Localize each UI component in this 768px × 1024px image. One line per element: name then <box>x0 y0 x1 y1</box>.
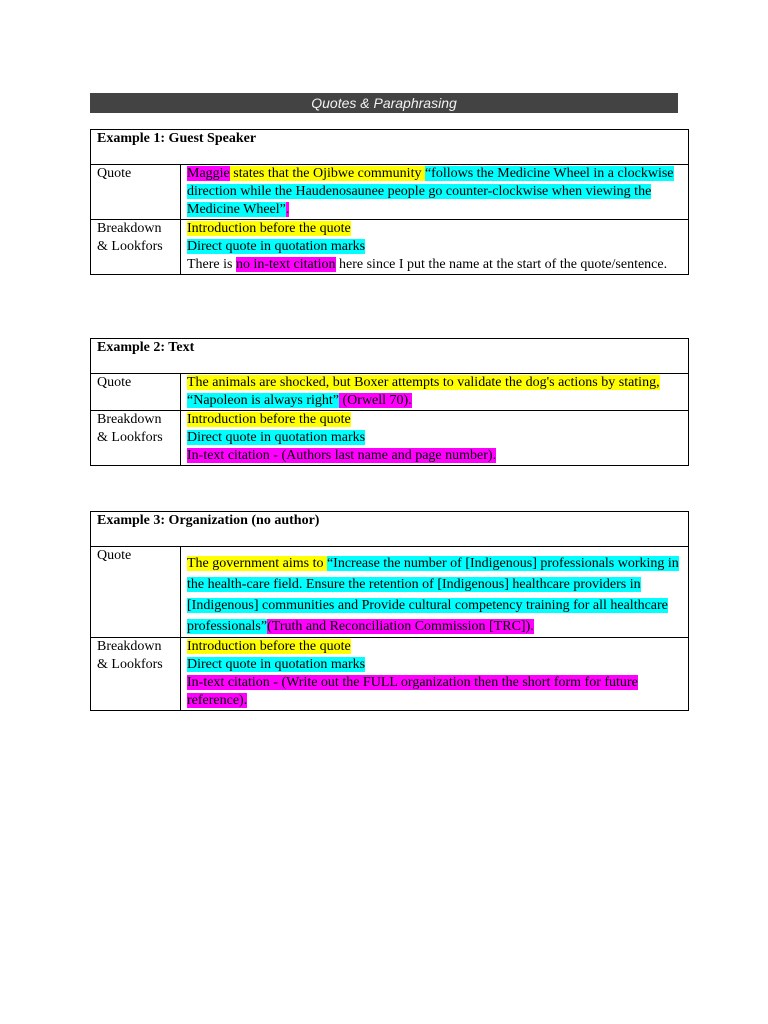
breakdown-direct-quote: Direct quote in quotation marks <box>187 239 366 254</box>
example-2-table <box>90 338 689 466</box>
quote-label: Quote <box>91 165 181 220</box>
quote-label: Quote <box>91 547 181 638</box>
example-title: Example 2: Text <box>91 339 689 374</box>
example-3-table <box>90 511 689 711</box>
citation-highlight: (Truth and Reconciliation Commission [TRC]). <box>267 619 534 634</box>
example-title: Example 1: Guest Speaker <box>91 130 689 165</box>
quote-content <box>181 165 689 220</box>
example-title: Example 3: Organization (no author) <box>91 512 689 547</box>
breakdown-note-start: There is <box>187 257 236 272</box>
breakdown-no-citation: no in-text citation <box>235 257 336 272</box>
speaker-name-highlight: Maggie <box>187 166 230 181</box>
quote-label: Quote <box>91 374 181 411</box>
example-1-table <box>90 129 689 275</box>
quote-highlight: “Napoleon is always right” <box>187 393 340 408</box>
breakdown-citation: In-text citation - (Write out the FULL organization then the short form for future reference). <box>187 675 638 708</box>
breakdown-label: Breakdown & Lookfors <box>91 411 181 466</box>
intro-highlight: The government aims to <box>187 556 327 571</box>
quote-highlight: “follows the Medicine Wheel in a clockwise direction while the Haudenosaunee people go counter-clockwise when viewing the Medicine Wheel” <box>187 166 674 217</box>
intro-highlight: states that the Ojibwe community <box>229 166 425 181</box>
citation-highlight: . <box>285 202 290 217</box>
breakdown-intro: Introduction before the quote <box>187 412 351 427</box>
breakdown-note-end: here since I put the name at the start of the quote/sentence. <box>335 257 668 272</box>
page-banner: Quotes & Paraphrasing <box>90 93 678 113</box>
intro-highlight: The animals are shocked, but Boxer attempts to validate the dog's actions by stating, <box>187 375 660 390</box>
breakdown-content <box>181 220 689 275</box>
quote-content <box>181 374 689 411</box>
breakdown-citation: In-text citation - (Authors last name and page number). <box>187 448 497 463</box>
breakdown-direct-quote: Direct quote in quotation marks <box>187 657 366 672</box>
quote-highlight: “Increase the number of [Indigenous] professionals working in the health-care field. Ensure the retention of [Indigenous] healthcare providers in [Indigenous] communities and Provide cultural competency training for all healthcare professionals” <box>187 556 679 634</box>
breakdown-intro: Introduction before the quote <box>187 639 351 654</box>
breakdown-intro: Introduction before the quote <box>187 221 351 236</box>
breakdown-label: Breakdown & Lookfors <box>91 220 181 275</box>
breakdown-direct-quote: Direct quote in quotation marks <box>187 430 366 445</box>
breakdown-label: Breakdown & Lookfors <box>91 638 181 711</box>
quote-content <box>181 547 689 638</box>
breakdown-content <box>181 411 689 466</box>
citation-highlight: (Orwell 70). <box>339 393 412 408</box>
breakdown-content <box>181 638 689 711</box>
